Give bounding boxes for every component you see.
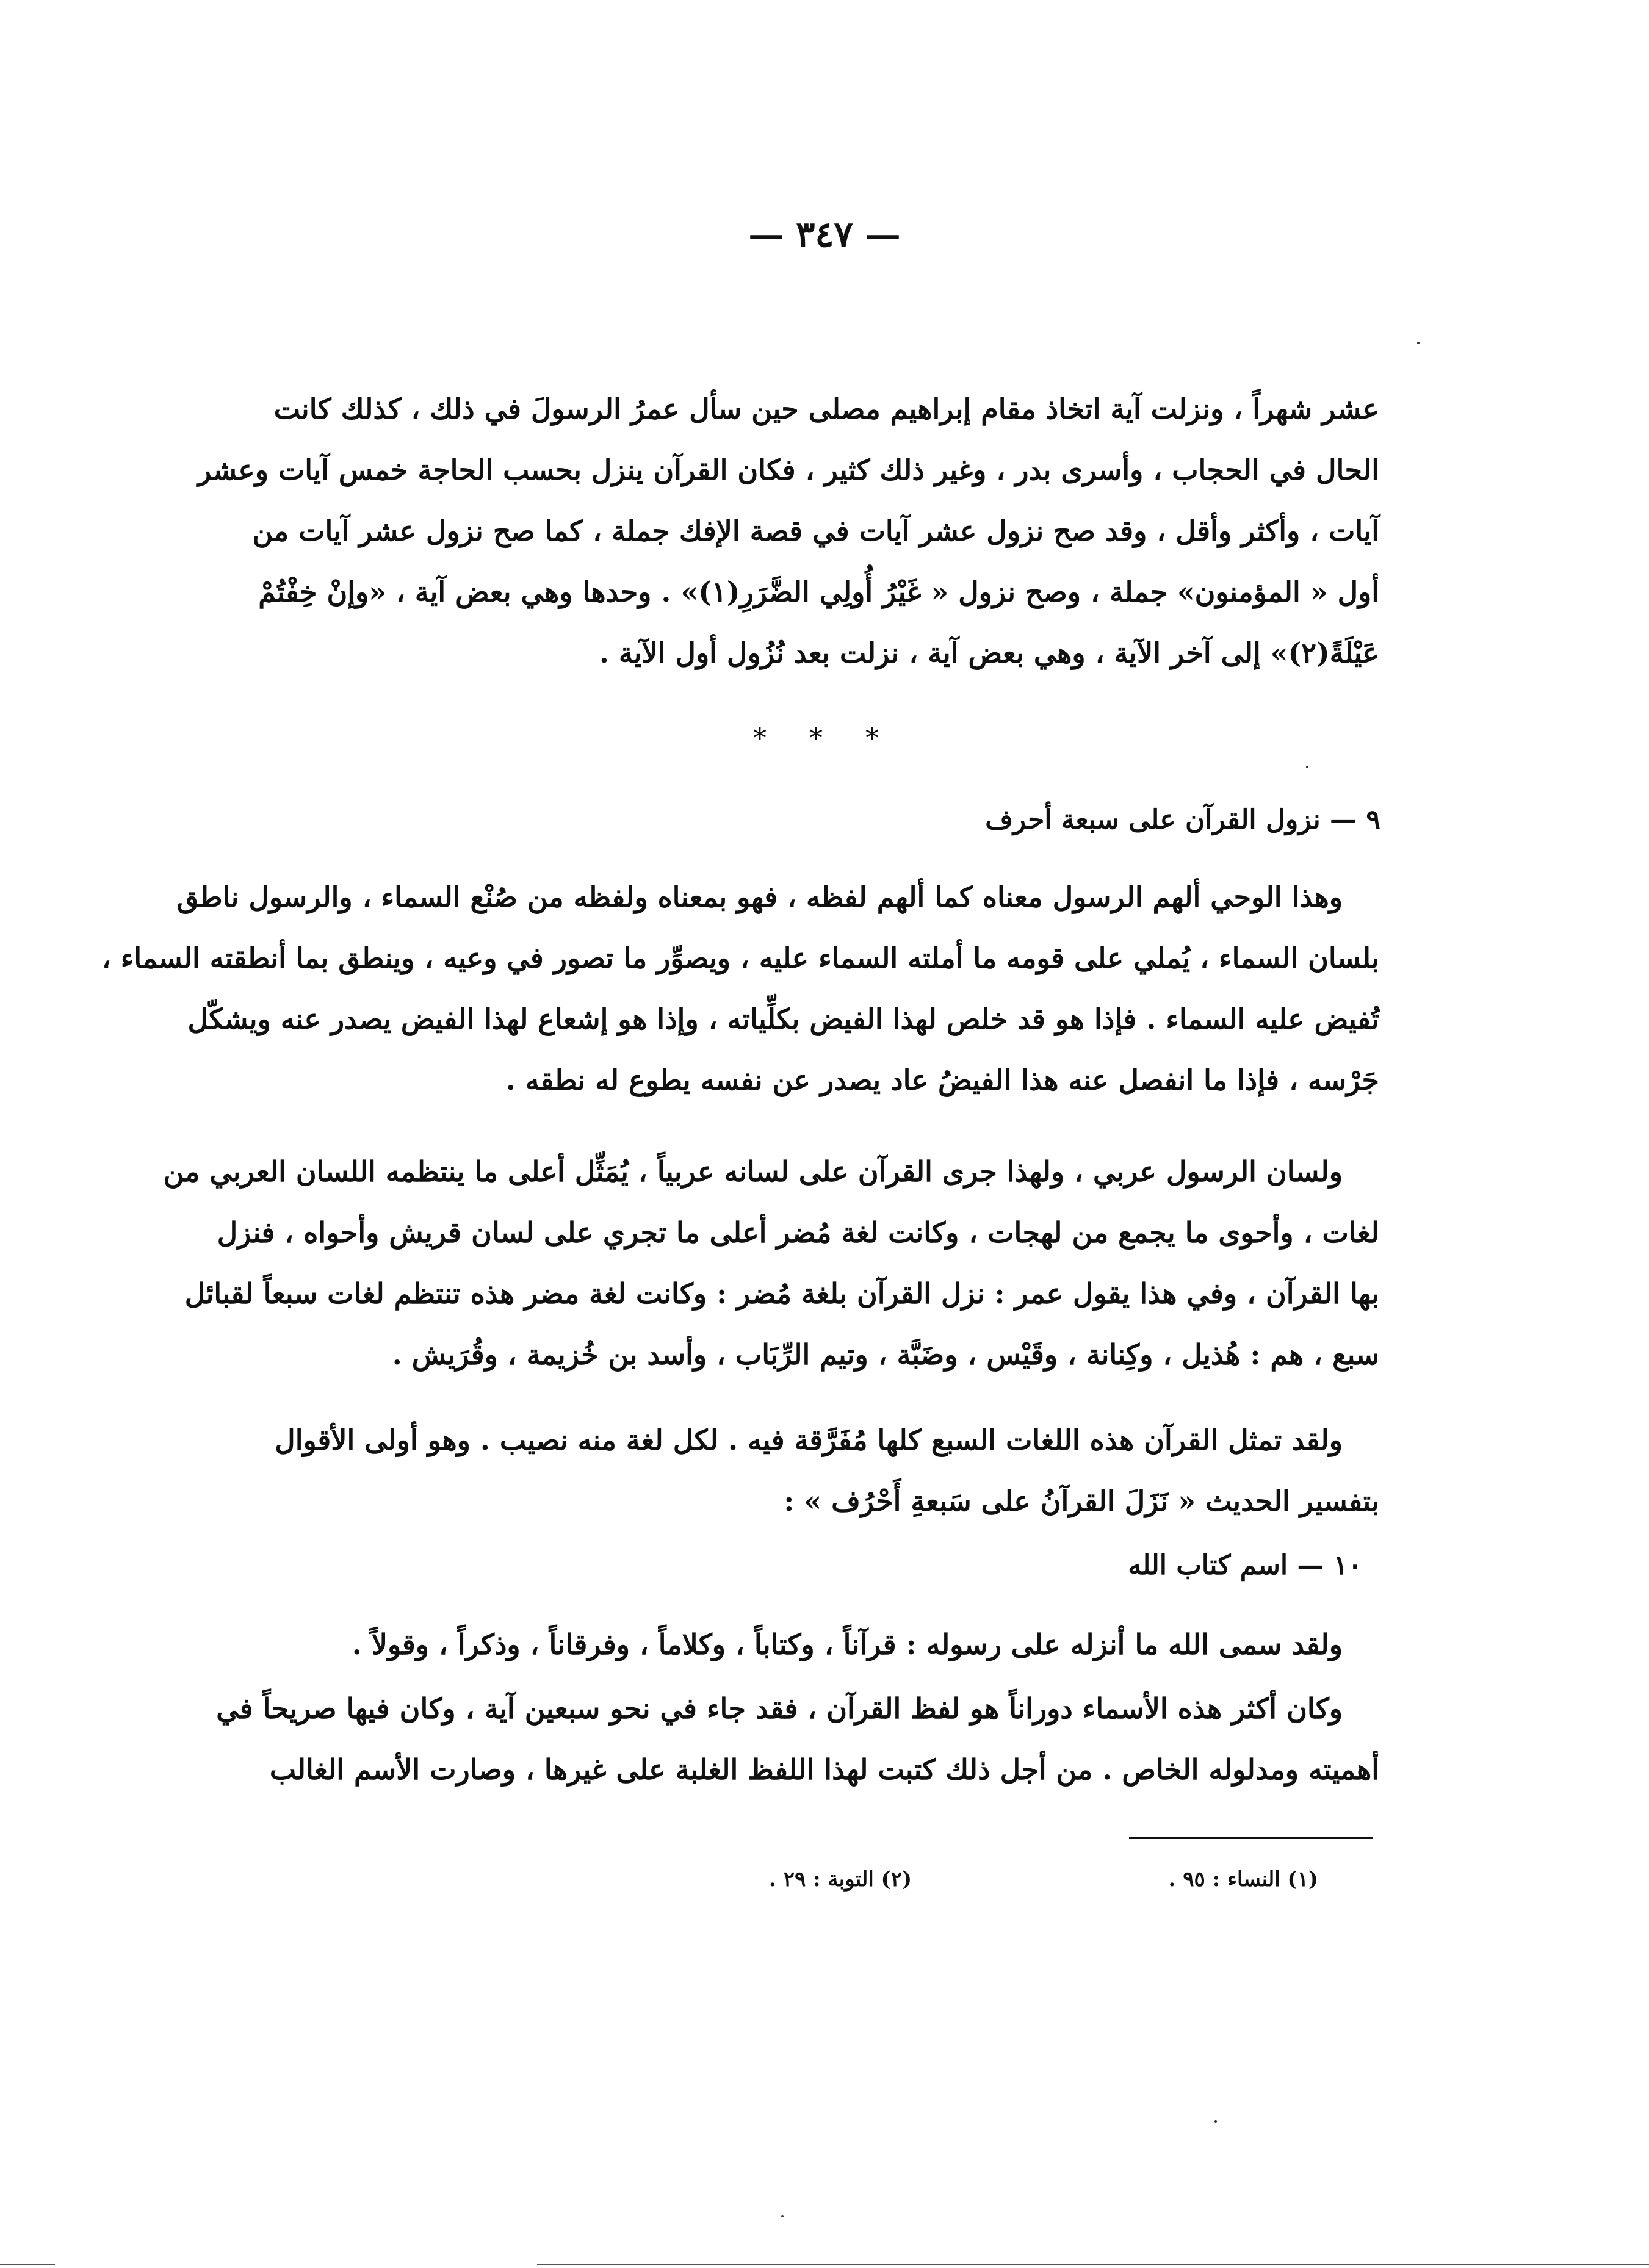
text-line: ولسان الرسول عربي ، ولهذا جرى القرآن على لسانه عربياً ، يُمَثِّل أعلى ما ينتظمه اللسان العربي من — [163, 1155, 1343, 1188]
text-line: بلسان السماء ، يُملي على قومه ما أملته السماء عليه ، ويصوِّر ما تصور في وعيه ، وينطق بما أنطقته السماء ، — [101, 941, 1379, 974]
text-line: عَيْلَةً(٢)» إلى آخر الآية ، وهي بعض آية ، نزلت بعد نُزُول أول الآية . — [599, 636, 1379, 669]
text-line: الحال في الحجاب ، وأسرى بدر ، وغير ذلك كثير ، فكان القرآن ينزل بحسب الحاجة خمس آيات وعشر — [197, 453, 1379, 486]
text-line: بها القرآن ، وفي هذا يقول عمر : نزل القرآن بلغة مُضر : وكانت لغة مضر هذه تنتظم لغات سبعاً لقبائل — [184, 1277, 1379, 1310]
scan-speck — [1417, 342, 1420, 344]
text-line: بتفسير الحديث « نَزَلَ القرآنُ على سَبعةِ أَحْرُف » : — [784, 1485, 1379, 1517]
text-line: عشر شهراً ، ونزلت آية اتخاذ مقام إبراهيم مصلى حين سأل عمرُ الرسولَ في ذلك ، كذلك كانت — [273, 392, 1379, 425]
paragraph-seven-dialects — [275, 1409, 1379, 1532]
scan-speck — [781, 2215, 784, 2217]
section-heading-seven-letters: ٩ — نزول القرآن على سبعة أحرف — [985, 804, 1380, 835]
text-line: ولقد تمثل القرآن هذه اللغات السبع كلها مُفَرَّقة فيه . لكل لغة منه نصيب . وهو أولى الأقوال — [275, 1424, 1343, 1456]
paragraph-continued — [197, 378, 1379, 683]
footnotes — [769, 1867, 1318, 1892]
text-line: تُفيض عليه السماء . فإذا هو قد خلص لهذا الفيض بكلِّياته ، وإذا هو إشعاع لهذا الفيض يصدر عنه ويشكّل — [187, 1003, 1379, 1035]
section-heading-book-name: ١٠ — اسم كتاب الله — [1128, 1550, 1362, 1581]
text-line: لغات ، وأحوى ما يجمع من لهجات ، وكانت لغة مُضر أعلى ما تجري على لسان قريش وأحواه ، فنزل — [217, 1216, 1379, 1249]
text-line: سبع ، هم : هُذيل ، وكِنانة ، وقَيْس ، وضَبَّة ، وتيم الرِّبَاب ، وأسد بن خُزيمة ، وقُرَيش . — [392, 1338, 1379, 1371]
scan-speck — [1214, 2120, 1217, 2123]
text-line: جَرْسه ، فإذا ما انفصل عنه هذا الفيضُ عاد يصدر عن نفسه يطوع له نطقه . — [505, 1064, 1379, 1096]
page-number: — ٣٤٧ — — [748, 214, 901, 255]
scan-speck — [1306, 766, 1308, 768]
text-line: وكان أكثر هذه الأسماء دوراناً هو لفظ القرآن ، فقد جاء في نحو سبعين آية ، وكان فيها صريحاً في — [216, 1692, 1343, 1725]
text-line: أهميته ومدلوله الخاص . من أجل ذلك كتبت لهذا اللفظ الغلبة على غيرها ، وصارت الأسم الغالب — [269, 1753, 1379, 1786]
paragraph-revelation — [101, 866, 1379, 1111]
text-line: أول « المؤمنون» جملة ، وصح نزول « غَيْرُ أُولِي الضَّرَرِ(١)» . وحدها وهي بعض آية ، «وإنْ خِفْتُمْ — [258, 575, 1379, 608]
footnote-2: (٢) التوبة : ٢٩ . — [769, 1867, 912, 1892]
footnote-divider — [1129, 1837, 1373, 1839]
footnote-1: (١) النساء : ٩٥ . — [1168, 1867, 1318, 1892]
paragraph-quran-name — [216, 1678, 1379, 1800]
scan-edge-line — [0, 2264, 55, 2265]
paragraph-names — [317, 1614, 1379, 1675]
section-separator: * * * — [753, 723, 896, 754]
text-line: ولقد سمى الله ما أنزله على رسوله : قرآناً ، وكتاباً ، وكلاماً ، وفرقاناً ، وذكراً ، وقولاً . — [352, 1628, 1343, 1661]
text-line: آيات ، وأكثر وأقل ، وقد صح نزول عشر آيات في قصة الإفك جملة ، كما صح نزول عشر آيات من — [252, 514, 1379, 547]
text-line: وهذا الوحي ألهم الرسول معناه كما ألهم لفظه ، فهو بمعناه ولفظه من صُنْع السماء ، والرسول ناطق — [176, 880, 1343, 913]
scan-edge-line — [537, 2264, 1649, 2265]
paragraph-arabic-tongue — [163, 1141, 1379, 1385]
